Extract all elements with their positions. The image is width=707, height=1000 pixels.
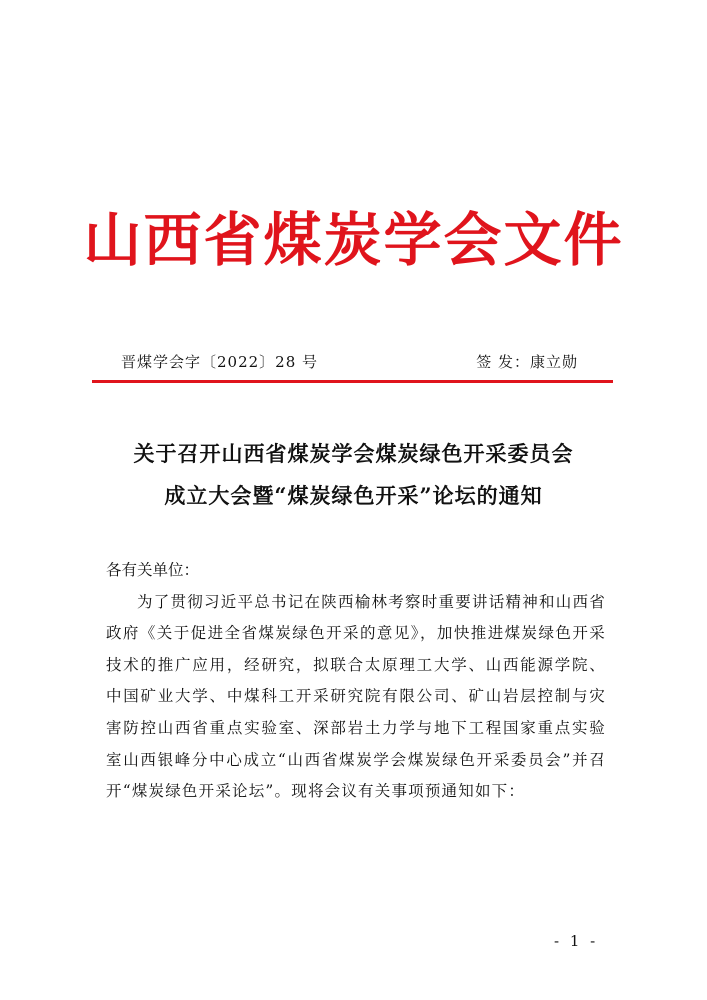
notice-title-line-1: 关于召开山西省煤炭学会煤炭绿色开采委员会 (133, 441, 574, 466)
document-number: 晋煤学会字〔2022〕28 号 (121, 353, 319, 371)
body-paragraph: 为了贯彻习近平总书记在陕西榆林考察时重要讲话精神和山西省政府《关于促进全省煤炭绿色开采的意见》，加快推进煤炭绿色开采技术的推广应用，经研究，拟联合太原理工大学、山西能源学院、中国矿业大学、中煤科工开采研究院有限公司、矿山岩层控制与灾害防控山西省重点实验室、深部岩土力学与地下工程国家重点实验室山西银峰分中心成立“山西省煤炭学会煤炭绿色开采委员会”并召开“煤炭绿色开采论坛”。现将会议有关事项预通知如下： (106, 592, 606, 801)
page-number: - 1 - (554, 932, 599, 950)
signer: 签 发：康立勋 (476, 353, 578, 371)
salutation: 各有关单位： (106, 561, 200, 579)
notice-title (60, 433, 647, 517)
red-divider-rule (92, 380, 613, 383)
notice-body (106, 555, 606, 808)
masthead-title: 山西省煤炭学会文件 (83, 206, 624, 274)
notice-title-line-2: 成立大会暨“煤炭绿色开采”论坛的通知 (164, 483, 543, 508)
